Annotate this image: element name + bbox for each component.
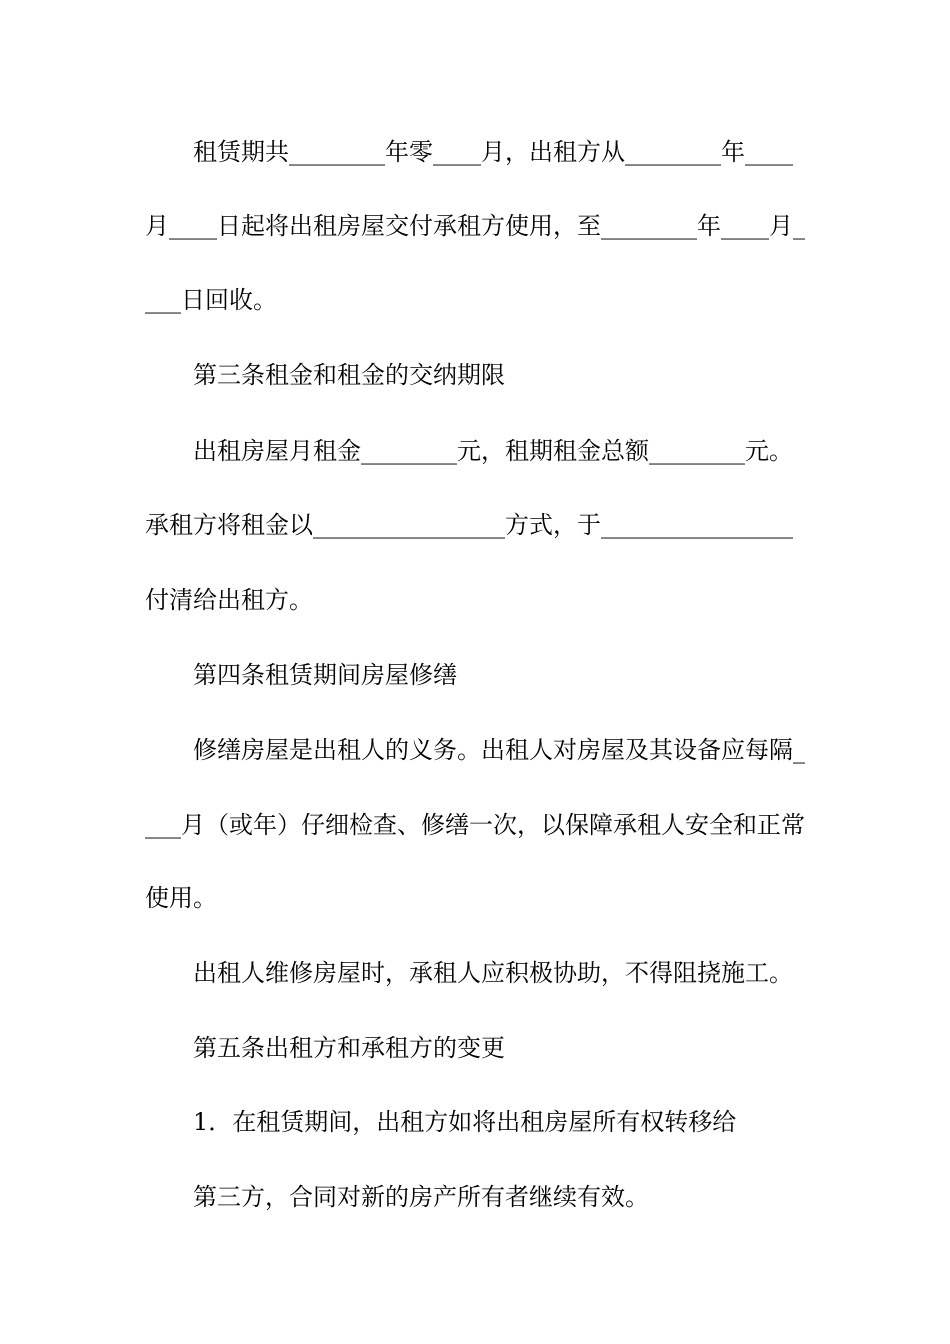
transfer-line-2: 第三方，合同对新的房产所有者继续有效。 — [193, 1183, 649, 1211]
article-3-heading: 第三条租金和租金的交纳期限 — [193, 361, 505, 389]
lease-term-line-3: ___日回收。 — [145, 286, 277, 314]
rent-line-3: 付清给出租方。 — [145, 586, 313, 614]
rent-line-1: 出租房屋月租金________元，租期租金总额________元。 — [193, 437, 793, 465]
rent-line-2: 承租方将租金以________________方式，于________________ — [145, 511, 793, 539]
repair-cooperation-line: 出租人维修房屋时，承租人应积极协助，不得阻挠施工。 — [193, 959, 793, 987]
transfer-line-1: 1．在租赁期间，出租方如将出租房屋所有权转移给 — [193, 1108, 737, 1136]
article-5-heading: 第五条出租方和承租方的变更 — [193, 1034, 505, 1062]
article-4-heading: 第四条租赁期间房屋修缮 — [193, 661, 457, 689]
lease-term-line-1: 租赁期共________年零____月，出租方从________年____ — [193, 138, 793, 166]
repair-line-2: ___月（或年）仔细检查、修缮一次，以保障承租人安全和正常 — [145, 811, 805, 839]
lease-term-line-2: 月____日起将出租房屋交付承租方使用，至________年____月_ — [145, 212, 805, 240]
repair-line-3: 使用。 — [145, 884, 217, 912]
repair-line-1: 修缮房屋是出租人的义务。出租人对房屋及其设备应每隔_ — [193, 736, 805, 764]
